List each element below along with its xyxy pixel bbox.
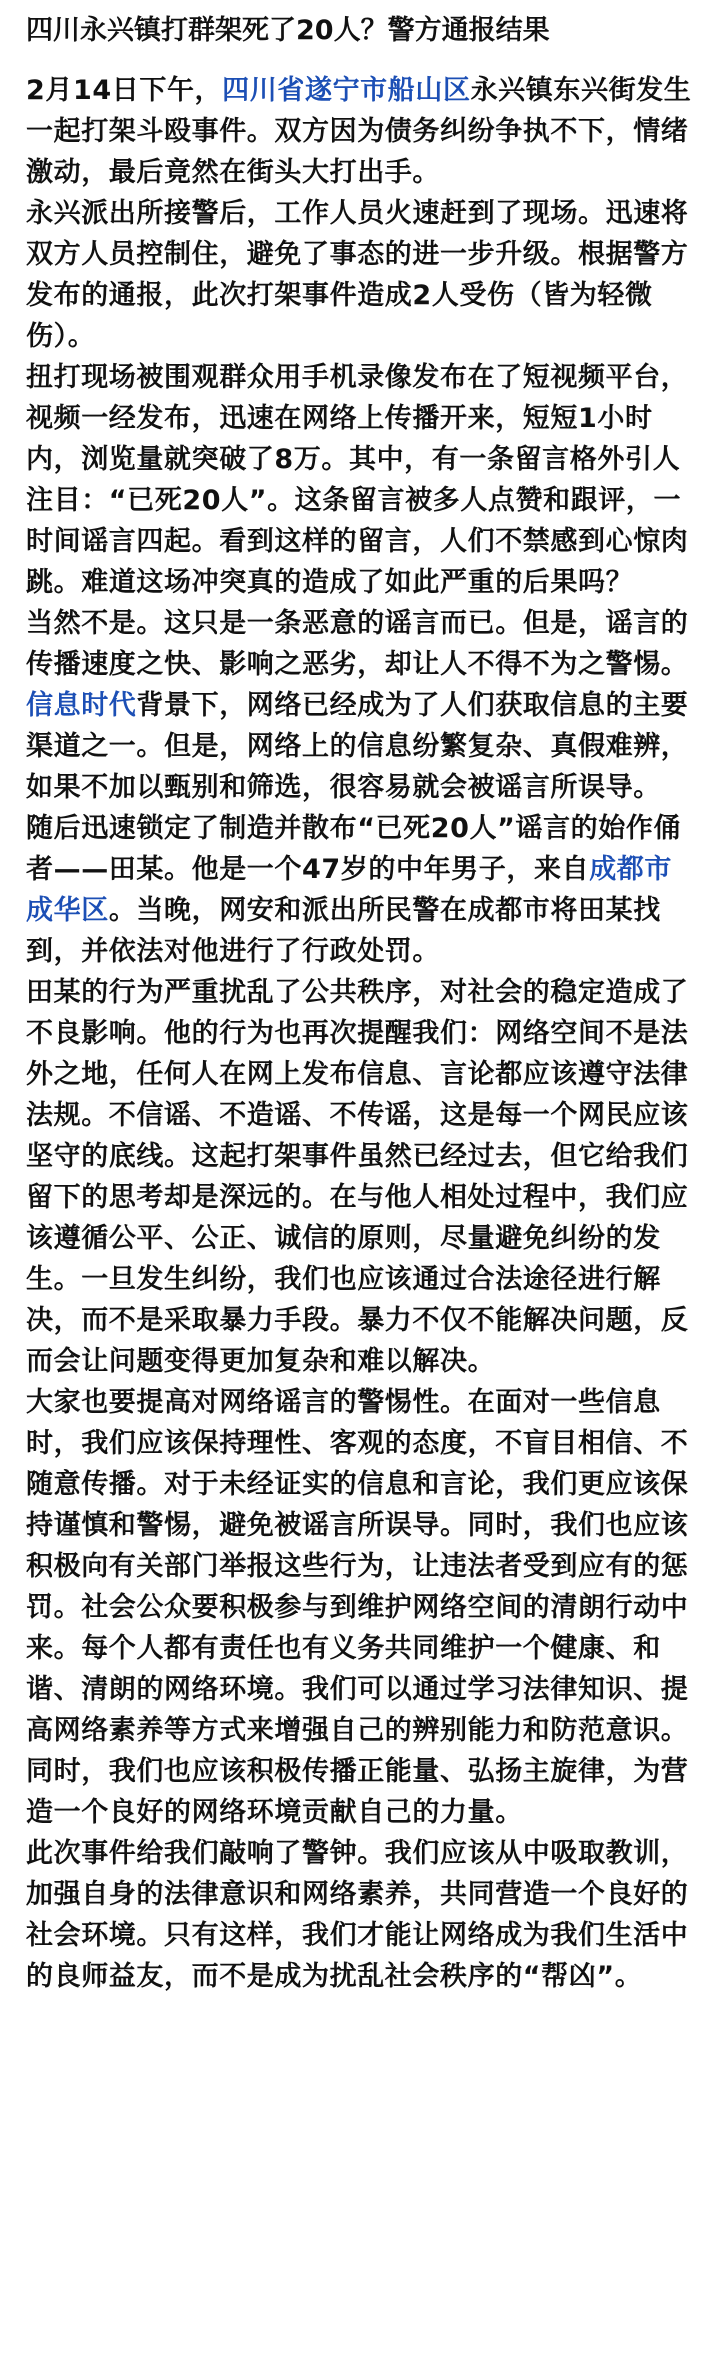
paragraph-text: 当然不是。这只是一条恶意的谣言而已。但是，谣言的传播速度之快、影响之恶劣，却让人不得不为之警惕。 (26, 608, 689, 680)
article-paragraph (26, 808, 694, 972)
paragraph-text: 永兴镇东兴街发生一起打架斗殴事件。双方因为债务纠纷争执不下，情绪激动，最后竟然在街头大打出手。 (26, 75, 692, 188)
article-paragraph (26, 1833, 694, 1997)
paragraph-text: 随后迅速锁定了制造并散布“已死20人”谣言的始作俑者——田某。他是一个47岁的中年男子，来自 (26, 813, 682, 885)
paragraph-text: 背景下，网络已经成为了人们获取信息的主要渠道之一。但是，网络上的信息纷繁复杂、真假难辨，如果不加以甄别和筛选，很容易就会被谣言所误导。 (26, 690, 689, 803)
article-body (26, 70, 694, 1997)
paragraph-text: 大家也要提高对网络谣言的警惕性。在面对一些信息时，我们应该保持理性、客观的态度，不盲目相信、不随意传播。对于未经证实的信息和言论，我们更应该保持谨慎和警惕，避免被谣言所误导。同时，我们也应该积极向有关部门举报这些行为，让违法者受到应有的惩罚。社会公众要积极参与到维护网络空间的清朗行动中来。每个人都有责任也有义务共同维护一个健康、和谐、清朗的网络环境。我们可以通过学习法律知识、提高网络素养等方式来增强自己的辨别能力和防范意识。同时，我们也应该积极传播正能量、弘扬主旋律，为营造一个良好的网络环境贡献自己的力量。 (26, 1387, 689, 1828)
paragraph-text: 扭打现场被围观群众用手机录像发布在了短视频平台，视频一经发布，迅速在网络上传播开来，短短1小时内，浏览量就突破了8万。其中，有一条留言格外引人注目：“已死20人”。这条留言被多人点赞和跟评，一时间谣言四起。看到这样的留言，人们不禁感到心惊肉跳。难道这场冲突真的造成了如此严重的后果吗？ (26, 362, 689, 598)
article-paragraph (26, 685, 694, 808)
paragraph-text: 田某的行为严重扰乱了公共秩序，对社会的稳定造成了不良影响。他的行为也再次提醒我们：网络空间不是法外之地，任何人在网上发布信息、言论都应该遵守法律法规。不信谣、不造谣、不传谣，这是每一个网民应该坚守的底线。这起打架事件虽然已经过去，但它给我们留下的思考却是深远的。在与他人相处过程中，我们应该遵循公平、公正、诚信的原则，尽量避免纠纷的发生。一旦发生纠纷，我们也应该通过合法途径进行解决，而不是采取暴力手段。暴力不仅不能解决问题，反而会让问题变得更加复杂和难以解决。 (26, 977, 689, 1377)
article-title: 四川永兴镇打群架死了20人？警方通报结果 (26, 15, 550, 46)
article-paragraph (26, 1382, 694, 1833)
article-paragraph (26, 972, 694, 1382)
paragraph-text: 。当晚，网安和派出所民警在成都市将田某找到，并依法对他进行了行政处罚。 (26, 895, 661, 967)
article-paragraph (26, 193, 694, 357)
article-paragraph (26, 357, 694, 603)
paragraph-text: 永兴派出所接警后，工作人员火速赶到了现场。迅速将双方人员控制住，避免了事态的进一步升级。根据警方发布的通报，此次打架事件造成2人受伤（皆为轻微伤）。 (26, 198, 689, 352)
paragraph-text: 此次事件给我们敲响了警钟。我们应该从中吸取教训，加强自身的法律意识和网络素养，共同营造一个良好的社会环境。只有这样，我们才能让网络成为我们生活中的良师益友，而不是成为扰乱社会秩序的“帮凶”。 (26, 1838, 689, 1992)
inline-link[interactable]: 成都市成华区 (26, 854, 672, 926)
article-paragraph (26, 603, 694, 685)
article-paragraph (26, 70, 694, 193)
inline-link[interactable]: 信息时代 (26, 690, 137, 721)
inline-link[interactable]: 四川省遂宁市船山区 (222, 75, 471, 106)
paragraph-text: 2月14日下午， (26, 75, 223, 106)
